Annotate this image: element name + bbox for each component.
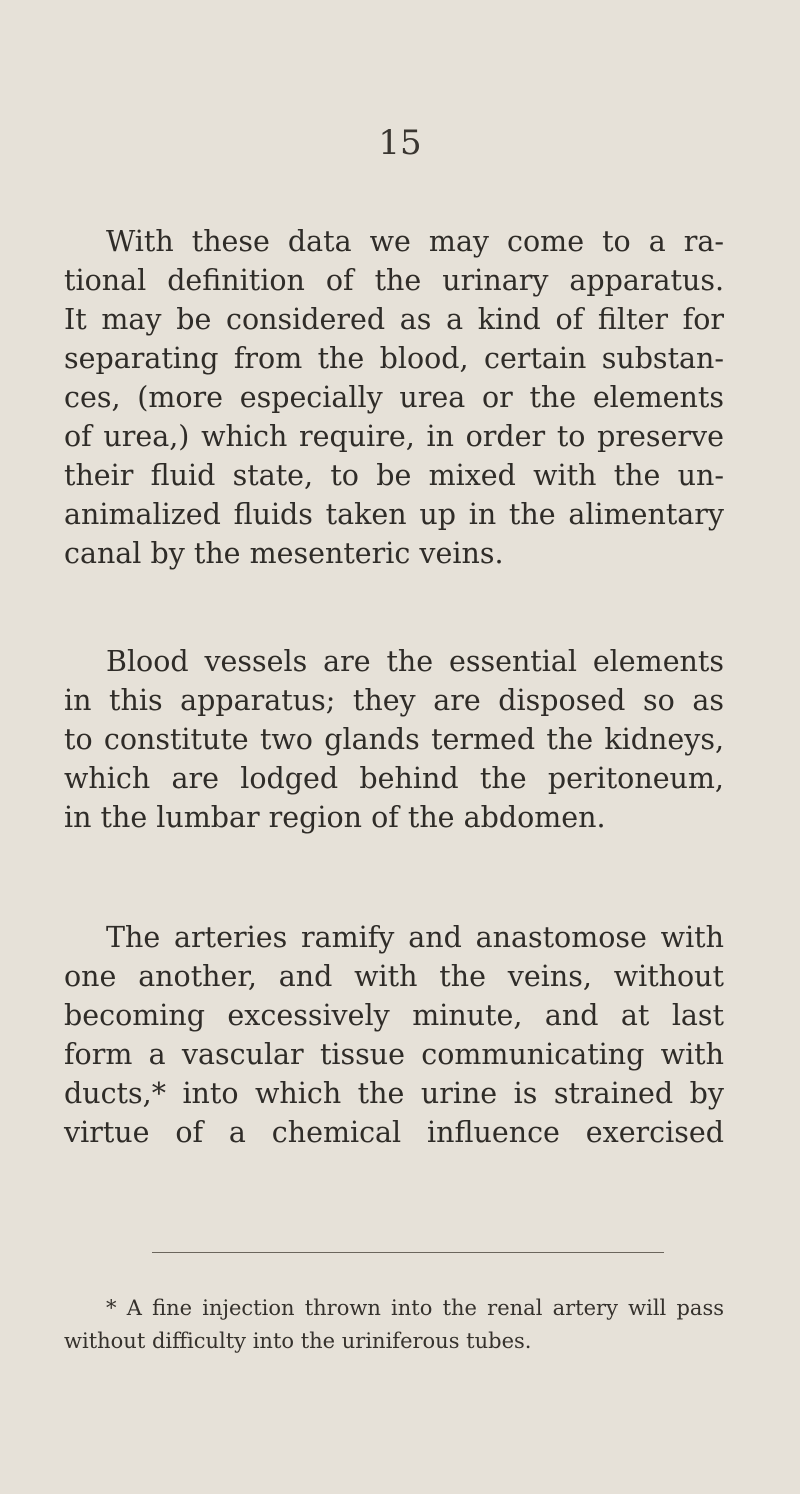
paragraph-line: form a vascular tissue communicating with [64, 1038, 724, 1071]
paragraph-line: With these data we may come to a ra- [106, 225, 724, 258]
paragraph-line: separating from the blood, certain substan- [64, 342, 724, 375]
paragraph-line: It may be considered as a kind of filter for [64, 303, 724, 336]
paragraph-line: The arteries ramify and anastomose with [106, 921, 724, 954]
paragraph-3 [64, 918, 724, 1152]
paragraph-line: in the lumbar region of the abdomen. [64, 801, 606, 834]
paragraph-line: in this apparatus; they are disposed so as [64, 684, 724, 717]
paragraph-line: animalized fluids taken up in the alimentary [64, 498, 724, 531]
paragraph-line: their fluid state, to be mixed with the un- [64, 459, 724, 492]
footnote-line: * A fine injection thrown into the renal artery will pass [106, 1296, 724, 1320]
paragraph-line: which are lodged behind the peritoneum, [64, 762, 724, 795]
paragraph-2 [64, 642, 724, 837]
paragraph-1 [64, 222, 724, 573]
paragraph-line: Blood vessels are the essential elements [106, 645, 724, 678]
paragraph-line: ducts,* into which the urine is strained by [64, 1077, 724, 1110]
paragraph-line: becoming excessively minute, and at last [64, 999, 724, 1032]
paragraph-line: tional definition of the urinary apparatus. [64, 264, 724, 297]
page-number: 15 [378, 123, 422, 163]
footnote-line: without difficulty into the uriniferous tubes. [64, 1329, 532, 1353]
paragraph-line: ces, (more especially urea or the elements [64, 381, 724, 414]
footnote [64, 1292, 724, 1358]
paragraph-line: one another, and with the veins, without [64, 960, 724, 993]
paragraph-line: to constitute two glands termed the kidneys, [64, 723, 724, 756]
footnote-divider [152, 1252, 664, 1253]
paragraph-line: of urea,) which require, in order to preserve [64, 420, 724, 453]
paragraph-line: virtue of a chemical influence exercised [64, 1116, 724, 1149]
paragraph-line: canal by the mesenteric veins. [64, 537, 504, 570]
